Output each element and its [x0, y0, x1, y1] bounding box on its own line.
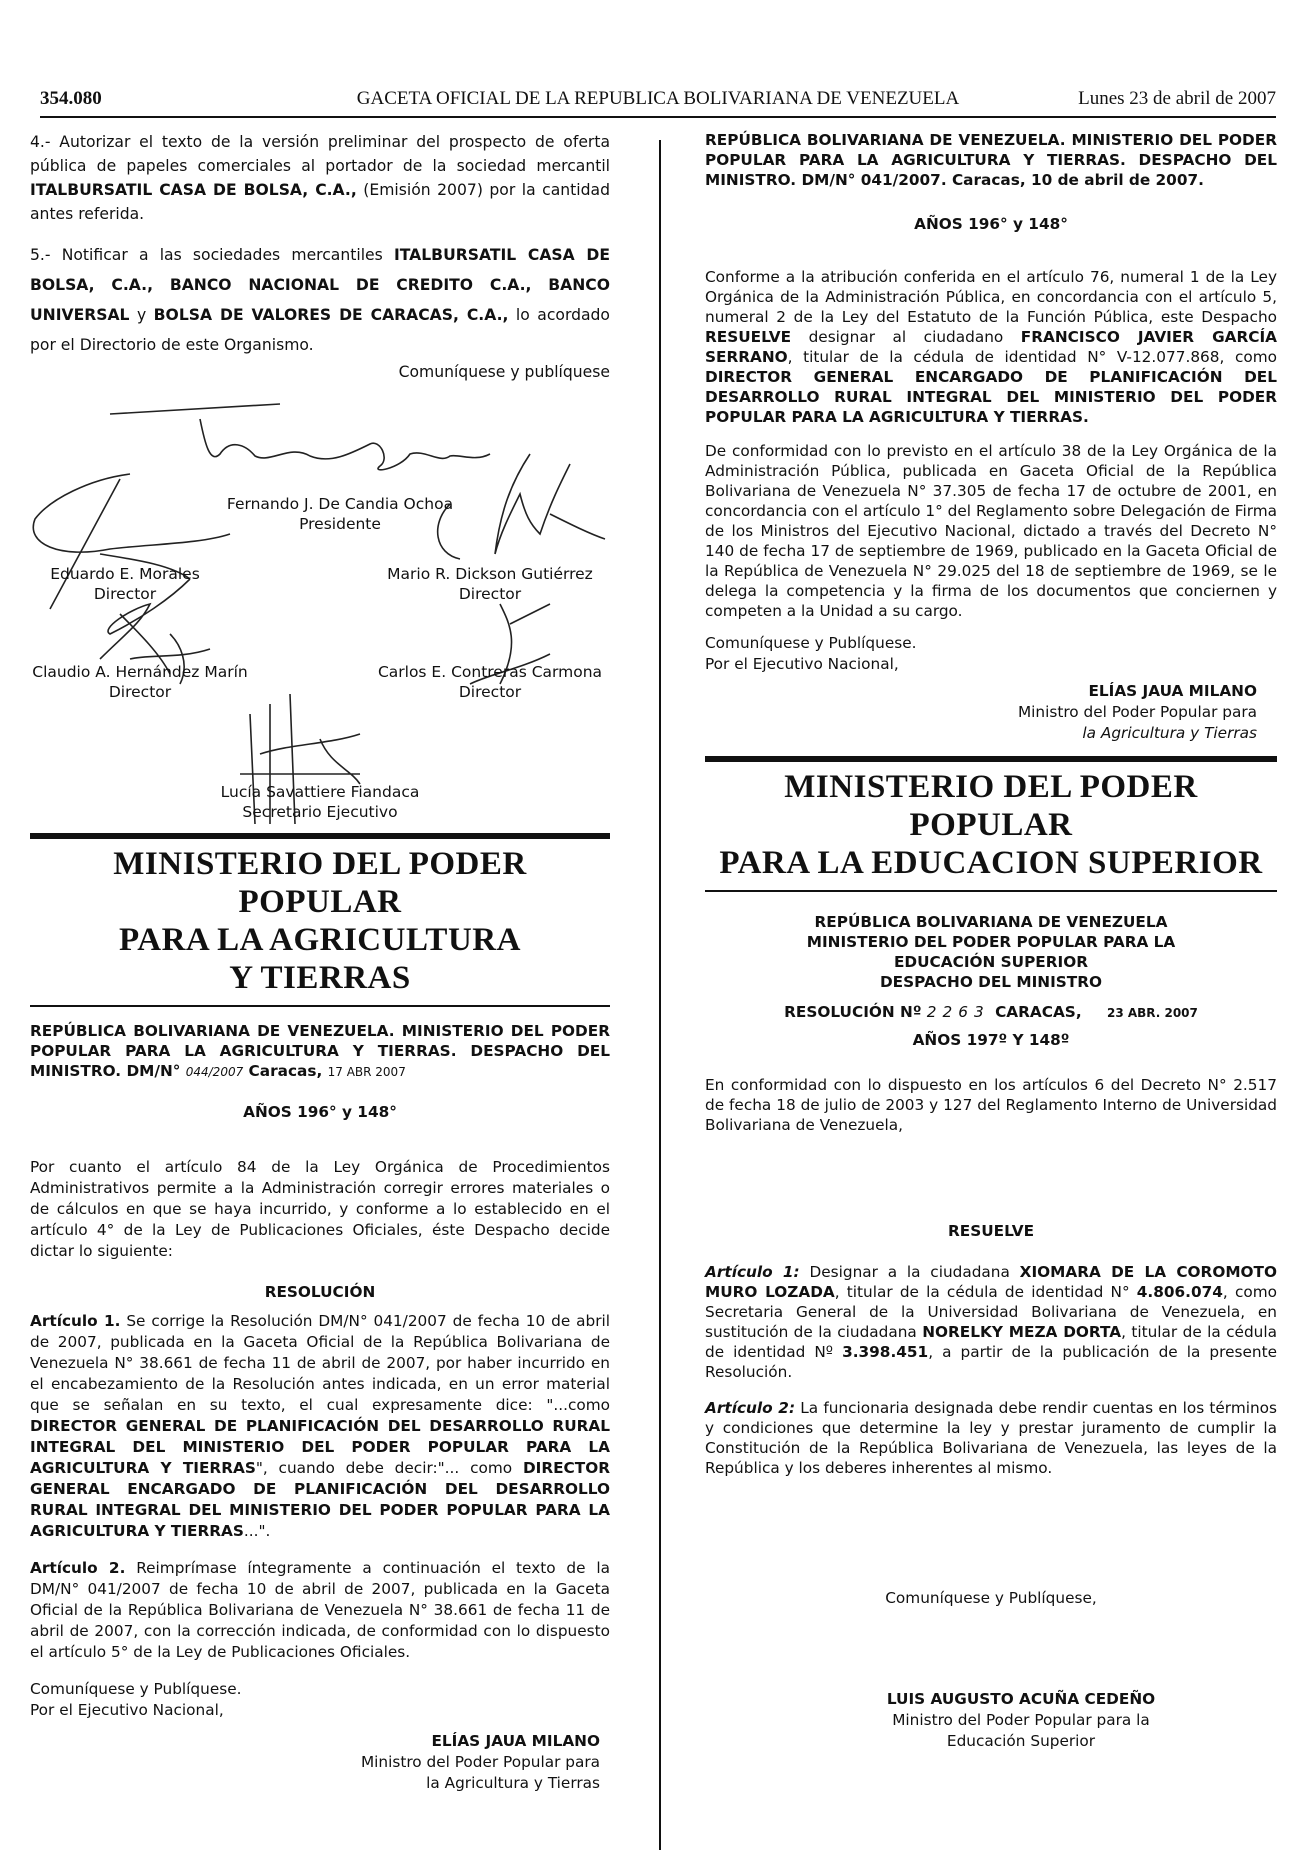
item-4: 4.- Autorizar el texto de la versión preliminar del prospecto de oferta pública de papeles comerciales al portador de la sociedad mercantil ITALBURSATIL CASA DE BOLSA, C.A., (Emisión 2007) por la cantidad antes referida. [30, 133, 610, 223]
minister-signature-left: ELÍAS JAUA MILANO Ministro del Poder Popular para la Agricultura y Tierras [360, 1732, 600, 1792]
years-label-right: AÑOS 196° y 148° [914, 215, 1068, 233]
resuelve-label: RESUELVE [947, 1222, 1035, 1240]
resolution-number: RESOLUCIÓN Nº 2263 CARACAS, 23 ABR. 2007 [784, 1003, 1198, 1021]
education-article-2: Artículo 2: La funcionaria designada debe rendir cuentas en los términos y condiciones que determine la ley y prestar juramento de cumplir la Constitución de la República Bolivariana de Venezuela, las leyes de la República y los deberes inherentes al mismo. [705, 1399, 1277, 1477]
right-column [705, 130, 1277, 1752]
article-2: Artículo 2. Reimprímase íntegramente a continuación el texto de la DM/N° 041/2007 de fecha 10 de abril de 2007, publicada en la Gaceta Oficial de la República Bolivariana de Venezuela N° 38.661 de fecha 11 de abril de 2007, con la corrección indicada, de conformidad con lo dispuesto el artículo 5° de la Ley de Publicaciones Oficiales. [30, 1559, 610, 1661]
article-1: Artículo 1. Se corrige la Resolución DM/N° 041/2007 de fecha 10 de abril de 2007, publicada en la Gaceta Oficial de la República Bolivariana de Venezuela N° 38.661 de fecha 11 de abril de 2007, por haber incurrido en el encabezamiento de la Resolución antes indicada, en un error material que se señalan en su texto, el cual expresamente dice: "...como DIRECTOR GENERAL DE PLANIFICACIÓN DEL DESARROLLO RURAL INTEGRAL DEL MINISTERIO DEL PODER POPULAR PARA LA AGRICULTURA Y TIERRAS", cuando debe decir:"... como DIRECTOR GENERAL ENCARGADO DE PLANIFICACIÓN DEL DESARROLLO RURAL INTEGRAL DEL MINISTERIO DEL PODER POPULAR PARA LA AGRICULTURA Y TIERRAS...". [30, 1312, 610, 1540]
issue-date: Lunes 23 de abril de 2007 [1078, 88, 1276, 109]
education-heading: REPÚBLICA BOLIVARIANA DE VENEZUELA MINISTERIO DEL PODER POPULAR PARA LA EDUCACIÓN SUPERIOR DESPACHO DEL MINISTRO [806, 913, 1176, 991]
column-divider [659, 140, 661, 1850]
considerando: Por cuanto el artículo 84 de la Ley Orgánica de Procedimientos Administrativos permite a la Administración corregir errores materiales o de cálculos en que se haya incurrido, y conforme a lo establecido en el artículo 4° de la Ley de Publicaciones Oficiales, éste Despacho decide dictar lo siguiente: [30, 1158, 610, 1260]
by-executive-right: Por el Ejecutivo Nacional, [705, 655, 899, 673]
left-column [30, 130, 610, 1794]
section-rule-thin-right [705, 890, 1277, 892]
resolution-heading: REPÚBLICA BOLIVARIANA DE VENEZUELA. MINISTERIO DEL PODER POPULAR PARA LA AGRICULTURA Y TIERRAS. DESPACHO DEL MINISTRO. DM/N° 044/2007 Caracas, 17 ABR 2007 [30, 1022, 610, 1080]
signatory-director-1: Eduardo E. Morales Director [50, 565, 200, 603]
education-article-1: Artículo 1: Designar a la ciudadana XIOMARA DE LA COROMOTO MURO LOZADA, titular de la cédula de identidad N° 4.806.074, como Secretaria General de la Universidad Bolivariana de Venezuela, en sustitución de la ciudadana NORELKY MEZA DORTA, titular de la cédula de identidad Nº 3.398.451, a partir de la publicación de la presente Resolución. [705, 1263, 1277, 1381]
gazette-title: GACETA OFICIAL DE LA REPUBLICA BOLIVARIANA DE VENEZUELA [356, 88, 960, 109]
designation-paragraph: Conforme a la atribución conferida en el artículo 76, numeral 1 de la Ley Orgánica de la Administración Pública, en concordancia con el artículo 5, numeral 2 de la Ley del Estatuto de la Función Pública, este Despacho RESUELVE designar al ciudadano FRANCISCO JAVIER GARCÍA SERRANO, titular de la cédula de identidad N° V-12.077.868, como DIRECTOR GENERAL ENCARGADO DE PLANIFICACIÓN DEL DESARROLLO RURAL INTEGRAL DEL MINISTERIO DEL PODER POPULAR PARA LA AGRICULTURA Y TIERRAS. [705, 268, 1278, 426]
legal-basis: En conformidad con lo dispuesto en los artículos 6 del Decreto N° 2.517 de fecha 18 de julio de 2003 y 127 del Reglamento Interno de Universidad Bolivariana de Venezuela, [705, 1076, 1277, 1134]
closing-right: Comuníquese y Publíquese. [705, 634, 917, 652]
section-rule-thin [30, 1005, 610, 1007]
signatory-director-2: Mario R. Dickson Gutiérrez Director [387, 565, 593, 603]
signatory-director-3: Claudio A. Hernández Marín Director [32, 663, 248, 701]
signatures-block [30, 384, 610, 829]
delegation-paragraph: De conformidad con lo previsto en el artículo 38 de la Ley Orgánica de la Administración Pública, publicada en Gaceta Oficial de la República Bolivariana de Venezuela N° 37.305 de fecha 17 de octubre de 2001, en concordancia con el artículo 1° del Reglamento sobre Delegación de Firma de los Ministros del Ejecutivo Nacional, dictado a través del Decreto N° 140 de fecha 17 de septiembre de 1969, publicado en la Gaceta Oficial de la República de Venezuela N° 29.025 del 18 de septiembre de 1969, se le delega la competencia y la firma de los documentos que conciernen y competen a la Unidad a su cargo. [705, 442, 1277, 620]
signatory-president: Fernando J. De Candia Ochoa Presidente [226, 495, 454, 533]
reprinted-heading: REPÚBLICA BOLIVARIANA DE VENEZUELA. MINISTERIO DEL PODER POPULAR PARA LA AGRICULTURA Y TIERRAS. DESPACHO DEL MINISTRO. DM/N° 041/2007. Caracas, 10 de abril de 2007. [705, 131, 1277, 189]
ministry-title-education: MINISTERIO DEL PODER POPULAR PARA LA EDUCACION SUPERIOR [719, 769, 1263, 881]
by-executive: Por el Ejecutivo Nacional, [30, 1701, 224, 1719]
closing-publiquese: Comuníquese y Publíquese. [30, 1680, 242, 1698]
page-number: 354.080 [40, 88, 102, 109]
page-header [40, 88, 1276, 118]
section-rule [30, 833, 610, 839]
item-5: 5.- Notificar a las sociedades mercantiles ITALBURSATIL CASA DE BOLSA, C.A., BANCO NACIONAL DE CREDITO C.A., BANCO UNIVERSAL y BOLSA DE VALORES DE CARACAS, C.A., lo acordado por el Directorio de este Organismo. [30, 246, 610, 354]
ministry-title-agriculture: MINISTERIO DEL PODER POPULAR PARA LA AGRICULTURA Y TIERRAS [113, 846, 527, 996]
minister-signature-education: LUIS AUGUSTO ACUÑA CEDEÑO Ministro del Poder Popular para la Educación Superior [886, 1690, 1156, 1750]
signatures-drawing [30, 384, 610, 829]
closing-communique: Comuníquese y publíquese [398, 363, 610, 381]
section-rule-right [705, 756, 1277, 762]
closing-education: Comuníquese y Publíquese, [885, 1589, 1097, 1607]
signatory-director-4: Carlos E. Contreras Carmona Director [377, 663, 603, 701]
resolucion-label: RESOLUCIÓN [264, 1283, 376, 1301]
years-label-education: AÑOS 197º Y 148º [912, 1031, 1070, 1049]
minister-signature-right: ELÍAS JAUA MILANO Ministro del Poder Popular para la Agricultura y Tierras [1017, 682, 1257, 742]
signatory-secretary: Lucía Savattiere Fiandaca Secretario Ejecutivo [220, 783, 420, 821]
years-label: AÑOS 196° y 148° [243, 1103, 397, 1121]
